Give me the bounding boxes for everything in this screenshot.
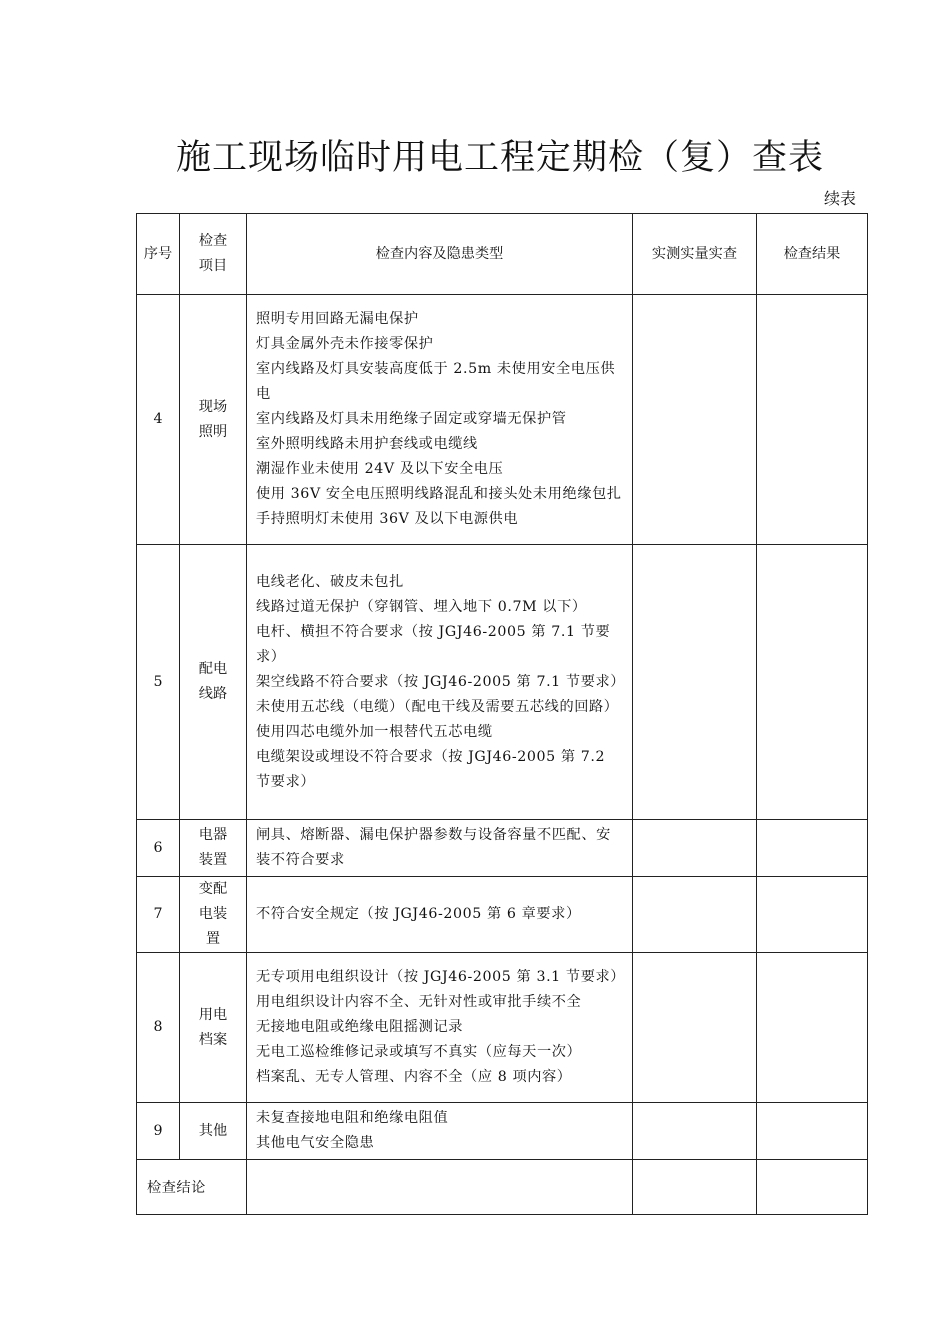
row-item: 配电线路 (180, 545, 247, 820)
content-item: 室内线路及灯具未用绝缘子固定或穿墙无保护管 (256, 411, 567, 427)
page-title: 施工现场临时用电工程定期检（复）查表 (175, 138, 824, 178)
content-item: 未使用五芯线（电缆）（配电干线及需要五芯线的回路） (256, 698, 619, 715)
row-item: 用电档案 (180, 953, 247, 1103)
result-cell[interactable] (757, 953, 868, 1103)
content-item: 手持照明灯未使用 36V 及以下电源供电 (256, 511, 519, 527)
conclusion-field[interactable] (247, 1160, 633, 1215)
content-item: 其他电气安全隐患 (256, 1135, 375, 1151)
row-contents (247, 545, 633, 820)
content-item: 无电工巡检维修记录或填写不真实（应每天一次） (256, 1044, 582, 1060)
content-item: 电缆架设或埋设不符合要求（按 JGJ46-2005 第 7.2 节要求） (256, 748, 606, 790)
table-row (137, 820, 868, 877)
row-item: 电器装置 (180, 820, 247, 877)
content-item: 潮湿作业未使用 24V 及以下安全电压 (256, 461, 504, 477)
measured-cell[interactable] (633, 953, 757, 1103)
row-number: 4 (137, 295, 180, 545)
inspection-table (136, 213, 868, 1215)
row-number: 8 (137, 953, 180, 1103)
header-measured: 实测实量实查 (633, 214, 757, 295)
header-no: 序号 (137, 214, 180, 295)
table-row (137, 953, 868, 1103)
header-item: 检查项目 (180, 214, 247, 295)
content-item: 照明专用回路无漏电保护 (256, 311, 419, 327)
content-item: 不符合安全规定（按 JGJ46-2005 第 6 章要求） (256, 906, 581, 922)
continued-label: 续表 (824, 189, 857, 208)
row-contents (247, 877, 633, 953)
row-item: 变配电装置 (180, 877, 247, 953)
result-cell[interactable] (757, 295, 868, 545)
row-number: 5 (137, 545, 180, 820)
measured-cell[interactable] (633, 820, 757, 877)
measured-cell[interactable] (633, 295, 757, 545)
result-cell[interactable] (757, 820, 868, 877)
content-item: 室内线路及灯具安装高度低于 2.5m 未使用安全电压供电 (256, 361, 616, 402)
content-item: 室外照明线路未用护套线或电缆线 (256, 436, 478, 452)
content-item: 灯具金属外壳未作接零保护 (256, 336, 434, 352)
content-item: 线路过道无保护（穿钢管、埋入地下 0.7M 以下） (256, 598, 587, 615)
header-content: 检查内容及隐患类型 (247, 214, 633, 295)
conclusion-measured-cell[interactable] (633, 1160, 757, 1215)
measured-cell[interactable] (633, 545, 757, 820)
measured-cell[interactable] (633, 1103, 757, 1160)
conclusion-row (137, 1160, 868, 1215)
conclusion-label: 检查结论 (137, 1160, 247, 1215)
content-item: 电线老化、破皮未包扎 (256, 573, 404, 590)
content-item: 架空线路不符合要求（按 JGJ46-2005 第 7.1 节要求） (256, 673, 626, 690)
row-number: 6 (137, 820, 180, 877)
measured-cell[interactable] (633, 877, 757, 953)
conclusion-result-cell[interactable] (757, 1160, 868, 1215)
content-item: 无专项用电组织设计（按 JGJ46-2005 第 3.1 节要求） (256, 969, 626, 985)
row-item: 其他 (180, 1103, 247, 1160)
row-number: 9 (137, 1103, 180, 1160)
row-number: 7 (137, 877, 180, 953)
content-item: 闸具、熔断器、漏电保护器参数与设备容量不匹配、安装不符合要求 (256, 827, 611, 868)
content-item: 用电组织设计内容不全、无针对性或审批手续不全 (256, 994, 582, 1010)
content-item: 未复查接地电阻和绝缘电阻值 (256, 1110, 449, 1126)
table-row (137, 1103, 868, 1160)
content-item: 电杆、横担不符合要求（按 JGJ46-2005 第 7.1 节要求） (256, 623, 611, 665)
row-contents (247, 953, 633, 1103)
row-contents (247, 295, 633, 545)
result-cell[interactable] (757, 1103, 868, 1160)
header-row (137, 214, 868, 295)
content-item: 档案乱、无专人管理、内容不全（应 8 项内容） (256, 1069, 572, 1085)
table-row (137, 877, 868, 953)
header-result: 检查结果 (757, 214, 868, 295)
content-item: 无接地电阻或绝缘电阻摇测记录 (256, 1019, 464, 1035)
row-item: 现场照明 (180, 295, 247, 545)
result-cell[interactable] (757, 545, 868, 820)
result-cell[interactable] (757, 877, 868, 953)
row-contents (247, 820, 633, 877)
content-item: 使用 36V 安全电压照明线路混乱和接头处未用绝缘包扎 (256, 486, 622, 502)
table-row (137, 545, 868, 820)
table-row (137, 295, 868, 545)
row-contents (247, 1103, 633, 1160)
content-item: 使用四芯电缆外加一根替代五芯电缆 (256, 723, 493, 740)
